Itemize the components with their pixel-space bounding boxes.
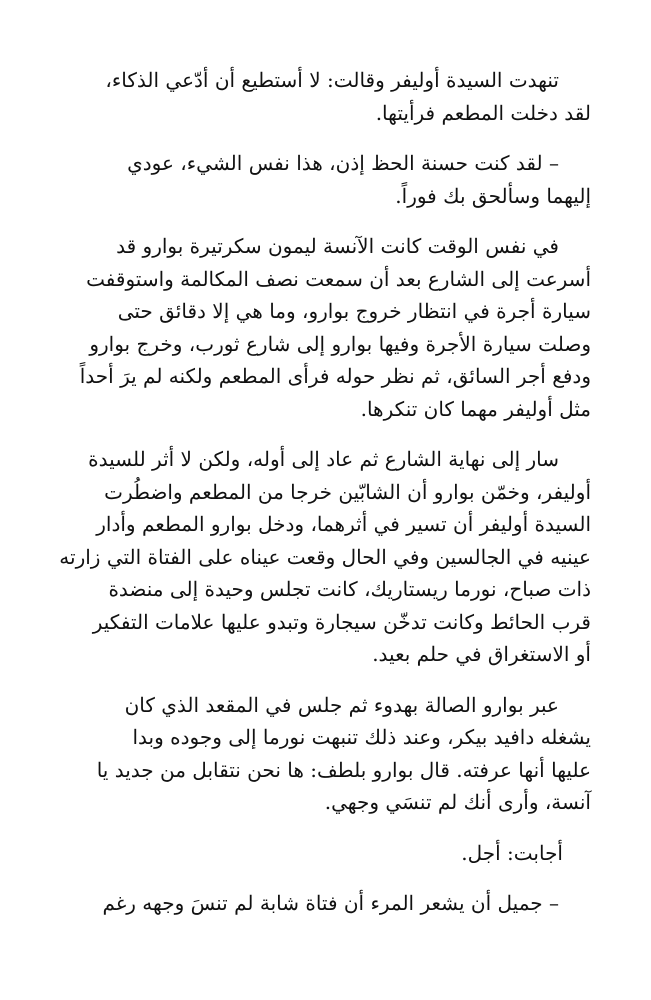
- paragraph-poirot-meets-norma: عبر بوارو الصالة بهدوء ثم جلس في المقعد الذي كان يشغله دافيد بيكر، وعند ذلك تنبهت نورما إلى وجوده وبدا عليها أنها عرفته. قال بوارو بلطف: ها نحن نتقابل من جديد يا آنسة، وأرى أنك لم تنسَي وجهي.: [96, 692, 591, 814]
- book-page: [0, 64, 651, 920]
- paragraph-poirot-enters-restaurant: سار إلى نهاية الشارع ثم عاد إلى أوله، ولكن لا أثر للسيدة أوليفر، وخمّن بوارو أن الشابّين خرجا من المطعم واضطُرت السيدة أوليفر أن تسير في أثرهما، ودخل بوارو المطعم وأدار عينيه في الجالسين وفي الحال وقعت عيناه على الفتاة التي زارته ذات صباح، نورما ريستاريك، كانت تجلس وحيدة إلى منضدة قرب الحائط وكانت تدخّن سيجارة وتبدو عليها علامات التفكير أو الاستغراق في حلم بعيد.: [59, 447, 591, 666]
- paragraph-oliver-sighed: تنهدت السيدة أوليفر وقالت: لا أستطيع أن أدّعي الذكاء، لقد دخلت المطعم فرأيتها.: [105, 68, 591, 125]
- paragraph-poirot-continues: – جميل أن يشعر المرء أن فتاة شابة لم تنسَ وجهه رغم: [102, 891, 559, 915]
- paragraph-poirot-reply: – لقد كنت حسنة الحظ إذن، هذا نفس الشيء، عودي إليهما وسألحق بك فوراً.: [127, 151, 591, 208]
- paragraph-miss-lemon-taxi: في نفس الوقت كانت الآنسة ليمون سكرتيرة بوارو قد أسرعت إلى الشارع بعد أن سمعت نصف المكالمة واستوقفت سيارة أجرة في انتظار خروج بوارو، وما هي إلا دقائق حتى وصلت سيارة الأجرة وفيها بوارو إلى شارع ثورب، وخرج بوارو ودفع أجر السائق، ثم نظر حوله فرأى المطعم ولكنه لم يرَ أحداً مثل أوليفر مهما كان تنكرها.: [79, 234, 591, 421]
- paragraph-norma-answer: أجابت: أجل.: [461, 840, 563, 865]
